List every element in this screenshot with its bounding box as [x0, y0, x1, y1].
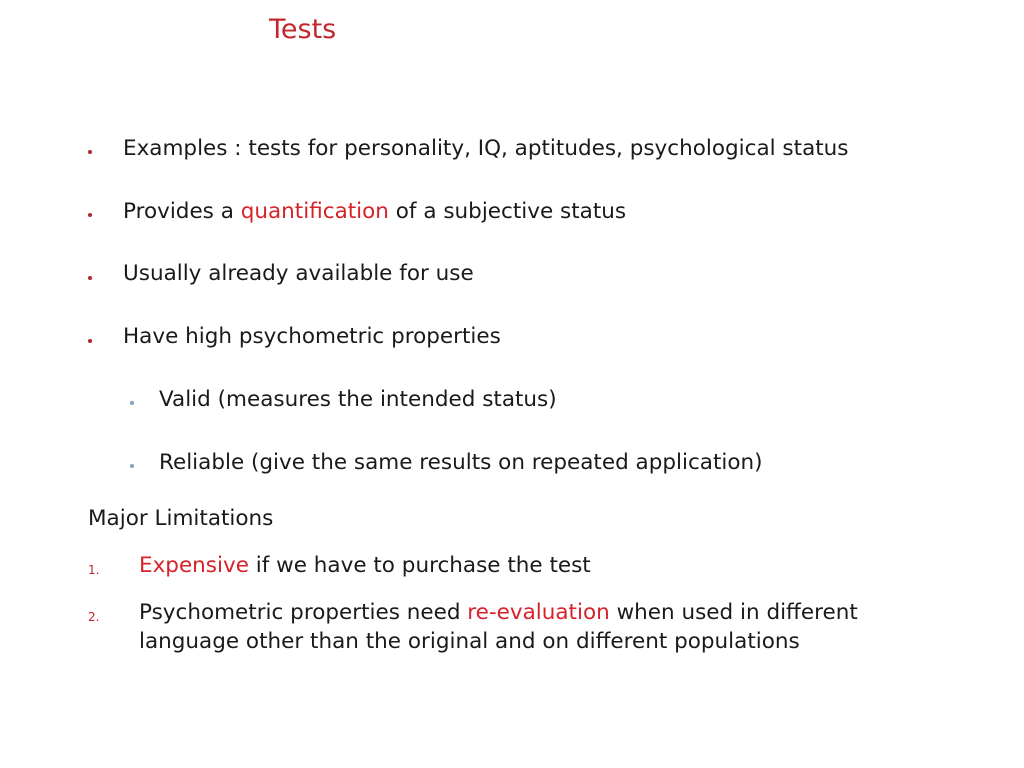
limitations-heading: Major Limitations: [88, 506, 274, 531]
list-number: 1.: [88, 563, 100, 577]
limitation-reevaluation-line2: language other than the original and on different populations: [139, 629, 800, 654]
sub-bullet-valid: Valid (measures the intended status): [159, 387, 557, 412]
bullet-text: Usually already available for use: [123, 261, 474, 286]
bullet-text: of a subjective status: [388, 199, 627, 224]
bullet-text-available: [123, 260, 474, 288]
bullet-dot: [88, 339, 92, 343]
highlight-quantification: quantification: [240, 199, 389, 224]
bullet-text: Examples : tests for personality, IQ, aptitudes, psychological status: [123, 136, 849, 161]
bullet-dot: [88, 276, 92, 280]
bullet-text-psychometric: [123, 323, 501, 351]
sub-bullet-dot: [130, 401, 134, 405]
limitation-text: when used in different: [609, 600, 858, 625]
bullet-dot: [88, 213, 92, 217]
sub-bullet-dot: [130, 464, 134, 468]
sub-bullet-reliable: Reliable (give the same results on repeated application): [159, 450, 763, 475]
limitation-text: if we have to purchase the test: [248, 553, 591, 578]
bullet-dot: [88, 150, 92, 154]
slide-title: Tests: [269, 14, 337, 45]
highlight-reevaluation: re-evaluation: [467, 600, 610, 625]
limitation-reevaluation: [139, 599, 858, 627]
list-number: 2.: [88, 610, 100, 624]
bullet-text: Provides a: [123, 199, 241, 224]
bullet-text-quantification: [123, 198, 626, 226]
limitation-expensive: [139, 552, 591, 580]
highlight-expensive: Expensive: [139, 553, 249, 578]
bullet-text: Have high psychometric properties: [123, 324, 501, 349]
limitation-text: Psychometric properties need: [139, 600, 468, 625]
bullet-text-examples: [123, 135, 849, 163]
